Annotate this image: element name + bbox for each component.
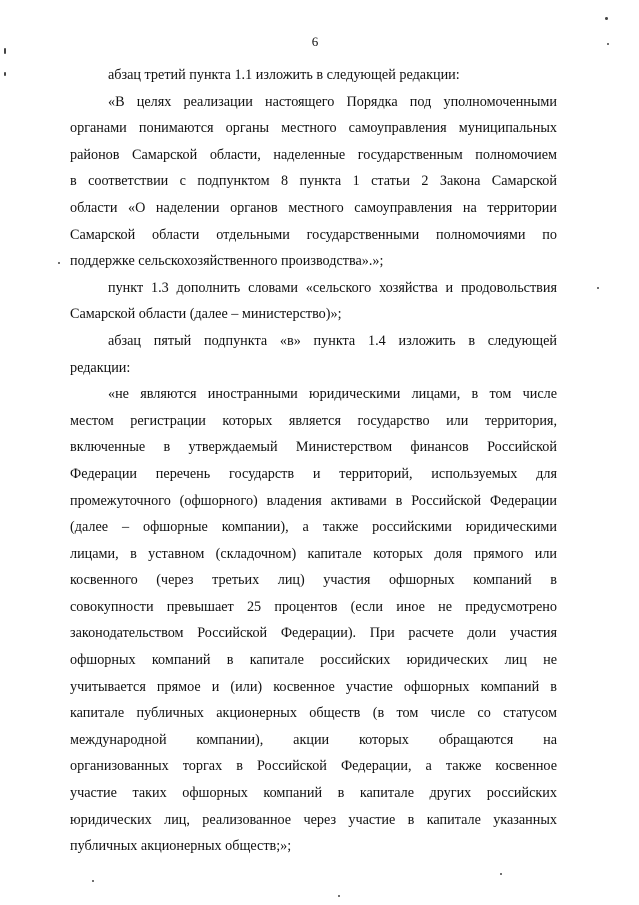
text-line: Самарской области (далее – министерство)»; (70, 306, 342, 323)
text-line: «В целях реализации настоящего Порядка под уполномоченными (108, 93, 557, 110)
scan-speck (500, 873, 502, 875)
text-line: Самарской области отдельными государственными полномочиями по (70, 226, 557, 243)
text-line: абзац пятый подпункта «в» пункта 1.4 изложить в следующей (108, 332, 557, 349)
scan-speck (92, 880, 94, 882)
scan-speck (4, 48, 6, 54)
text-line: участие таких офшорных компаний в капитале других российских (70, 785, 557, 802)
text-line: местом регистрации которых является государство или территория, (70, 412, 557, 429)
scan-speck (607, 43, 609, 45)
text-line: (далее – офшорные компании), а также российскими юридическими (70, 519, 557, 536)
text-line: органами понимаются органы местного самоуправления муниципальных (70, 120, 557, 137)
text-line: поддержке сельскохозяйственного производства».»; (70, 253, 384, 270)
text-line: косвенного (через третьих лиц) участия офшорных компаний в (70, 572, 557, 589)
scan-speck (58, 262, 60, 264)
text-line: промежуточного (офшорного) владения активами в Российской Федерации (70, 492, 557, 509)
document-body (70, 62, 557, 860)
text-line: совокупности превышает 25 процентов (если иное не предусмотрено (70, 598, 557, 615)
text-line: редакции: (70, 359, 131, 376)
paragraph-abzac-tretij (70, 62, 557, 89)
text-line: Федерации перечень государств и территорий, используемых для (70, 465, 557, 482)
text-line: пункт 1.3 дополнить словами «сельского хозяйства и продовольствия (108, 279, 557, 296)
text-line: абзац третий пункта 1.1 изложить в следующей редакции: (108, 67, 460, 83)
scan-speck (4, 72, 6, 76)
paragraph-offshore-definition (70, 381, 557, 860)
text-line: «не являются иностранными юридическими лицами, в том числе (108, 386, 557, 403)
text-line: области «О наделении органов местного самоуправления на территории (70, 199, 557, 216)
scan-speck (338, 895, 340, 897)
text-line: лицами, в уставном (складочном) капитале которых доля прямого или (70, 545, 557, 562)
text-line: международной компании), акции которых обращаются на (70, 731, 557, 748)
text-line: законодательством Российской Федерации). При расчете доли участия (70, 625, 557, 642)
paragraph-abzac-pyatyj (70, 328, 557, 381)
text-line: включенные в утверждаемый Министерством финансов Российской (70, 439, 557, 456)
text-line: юридических лиц, реализованное через участие в капитале указанных (70, 811, 557, 828)
paragraph-punkt-1-3 (70, 275, 557, 328)
scan-speck (605, 17, 608, 20)
text-line: в соответствии с подпунктом 8 пункта 1 статьи 2 Закона Самарской (70, 173, 557, 190)
page-number: 6 (311, 34, 319, 49)
text-line: публичных акционерных обществ;»; (70, 838, 292, 855)
text-line: организованных торгах в Российской Федерации, а также косвенное (70, 758, 557, 775)
text-line: учитывается прямое и (или) косвенное участие офшорных компаний в (70, 678, 557, 695)
text-line: офшорных компаний в капитале российских юридических лиц не (70, 652, 557, 669)
text-line: капитале публичных акционерных обществ (в том числе со статусом (70, 705, 557, 722)
text-line: районов Самарской области, наделенные государственным полномочием (70, 146, 557, 163)
paragraph-quoted-definition (70, 89, 557, 275)
scan-speck (597, 287, 599, 289)
